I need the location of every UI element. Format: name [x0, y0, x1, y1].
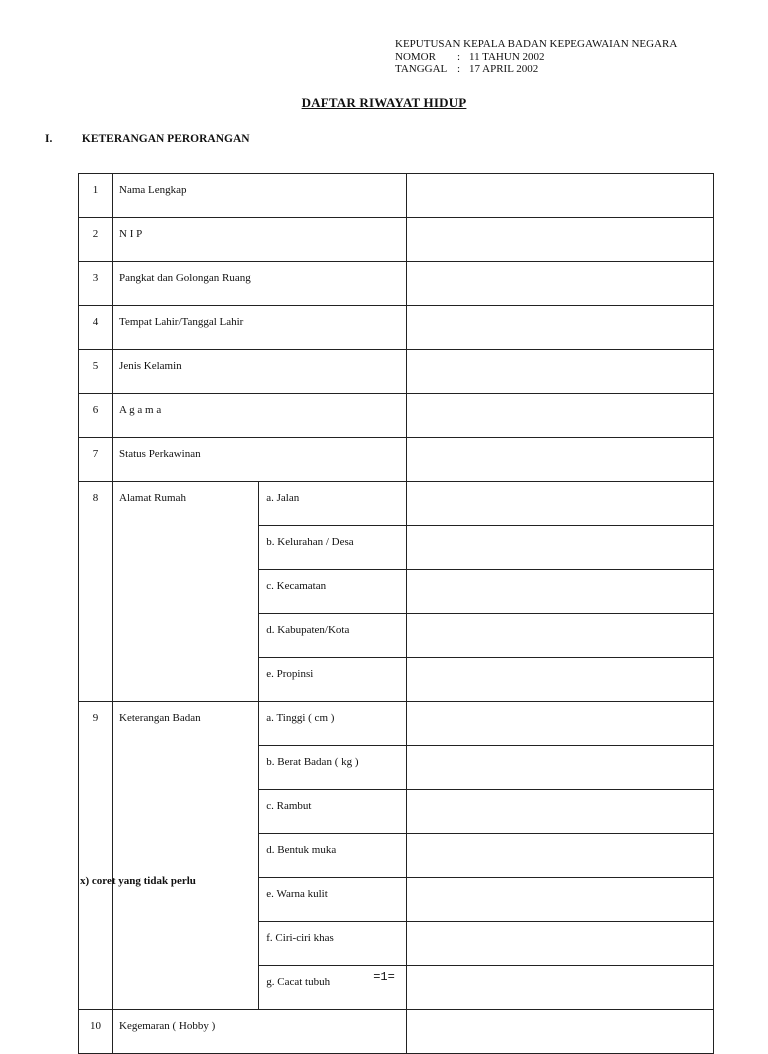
- value-field-status-perkawinan[interactable]: [407, 438, 714, 482]
- table-row: [79, 438, 714, 482]
- document-title: DAFTAR RIWAYAT HIDUP: [301, 95, 467, 110]
- table-row: [79, 218, 714, 262]
- row-number: 5: [79, 350, 113, 394]
- table-row: [79, 174, 714, 218]
- nomor-line: [395, 51, 677, 64]
- row-number: 3: [79, 262, 113, 306]
- row-label: Pangkat dan Golongan Ruang: [113, 262, 407, 306]
- row-number: 7: [79, 438, 113, 482]
- table-row: [79, 702, 714, 746]
- value-field-berat-badan[interactable]: [407, 746, 714, 790]
- row-number: 2: [79, 218, 113, 262]
- row-number: 4: [79, 306, 113, 350]
- value-field-agama[interactable]: [407, 394, 714, 438]
- sub-label: c. Rambut: [259, 790, 407, 834]
- personal-info-table: [78, 173, 714, 1054]
- value-field-nip[interactable]: [407, 218, 714, 262]
- section-number: I.: [45, 133, 53, 145]
- row-label: N I P: [113, 218, 407, 262]
- sub-label: c. Kecamatan: [259, 570, 407, 614]
- sub-label: g. Cacat tubuh: [259, 966, 407, 1010]
- tanggal-line: [395, 63, 677, 76]
- decree-reference: [395, 38, 677, 76]
- tanggal-colon: :: [457, 63, 461, 75]
- value-field-kegemaran[interactable]: [407, 1010, 714, 1054]
- value-field-jenis-kelamin[interactable]: [407, 350, 714, 394]
- value-field-jalan[interactable]: [407, 482, 714, 526]
- sub-label: b. Berat Badan ( kg ): [259, 746, 407, 790]
- value-field-pangkat[interactable]: [407, 262, 714, 306]
- sub-label: b. Kelurahan / Desa: [259, 526, 407, 570]
- table-row: [79, 394, 714, 438]
- value-field-bentuk-muka[interactable]: [407, 834, 714, 878]
- sub-label: a. Jalan: [259, 482, 407, 526]
- row-label: A g a m a: [113, 394, 407, 438]
- value-field-propinsi[interactable]: [407, 658, 714, 702]
- row-label: Kegemaran ( Hobby ): [113, 1010, 407, 1054]
- value-field-kabupaten[interactable]: [407, 614, 714, 658]
- sub-label: d. Bentuk muka: [259, 834, 407, 878]
- row-label: Keterangan Badan: [113, 702, 259, 1010]
- row-label: Tempat Lahir/Tanggal Lahir: [113, 306, 407, 350]
- page-number: =1=: [373, 970, 395, 984]
- decree-title: KEPUTUSAN KEPALA BADAN KEPEGAWAIAN NEGARA: [395, 38, 678, 50]
- table-row: [79, 1010, 714, 1054]
- row-number: 6: [79, 394, 113, 438]
- tanggal-label: TANGGAL: [395, 63, 448, 75]
- sub-label: e. Warna kulit: [259, 878, 407, 922]
- row-label: Nama Lengkap: [113, 174, 407, 218]
- value-field-kecamatan[interactable]: [407, 570, 714, 614]
- table-row: [79, 482, 714, 526]
- row-label: Status Perkawinan: [113, 438, 407, 482]
- section-heading: [45, 133, 250, 145]
- value-field-ciri-khas[interactable]: [407, 922, 714, 966]
- row-number: 8: [79, 482, 113, 702]
- tanggal-value: 17 APRIL 2002: [469, 63, 539, 75]
- value-field-tempat-tanggal-lahir[interactable]: [407, 306, 714, 350]
- nomor-value: 11 TAHUN 2002: [469, 50, 545, 63]
- row-number: 10: [79, 1010, 113, 1054]
- sub-label: f. Ciri-ciri khas: [259, 922, 407, 966]
- sub-label: e. Propinsi: [259, 658, 407, 702]
- footnote: x) coret yang tidak perlu: [80, 875, 196, 887]
- nomor-label: NOMOR: [395, 50, 436, 63]
- sub-label: a. Tinggi ( cm ): [259, 702, 407, 746]
- table-row: [79, 262, 714, 306]
- row-number: 9: [79, 702, 113, 1010]
- table-row: [79, 350, 714, 394]
- value-field-warna-kulit[interactable]: [407, 878, 714, 922]
- row-number: 1: [79, 174, 113, 218]
- sub-label: d. Kabupaten/Kota: [259, 614, 407, 658]
- row-label: Alamat Rumah: [113, 482, 259, 702]
- table-row: [79, 306, 714, 350]
- row-label: Jenis Kelamin: [113, 350, 407, 394]
- value-field-tinggi[interactable]: [407, 702, 714, 746]
- value-field-rambut[interactable]: [407, 790, 714, 834]
- nomor-colon: :: [457, 50, 461, 63]
- value-field-kelurahan[interactable]: [407, 526, 714, 570]
- section-label: KETERANGAN PERORANGAN: [81, 133, 250, 145]
- value-field-nama-lengkap[interactable]: [407, 174, 714, 218]
